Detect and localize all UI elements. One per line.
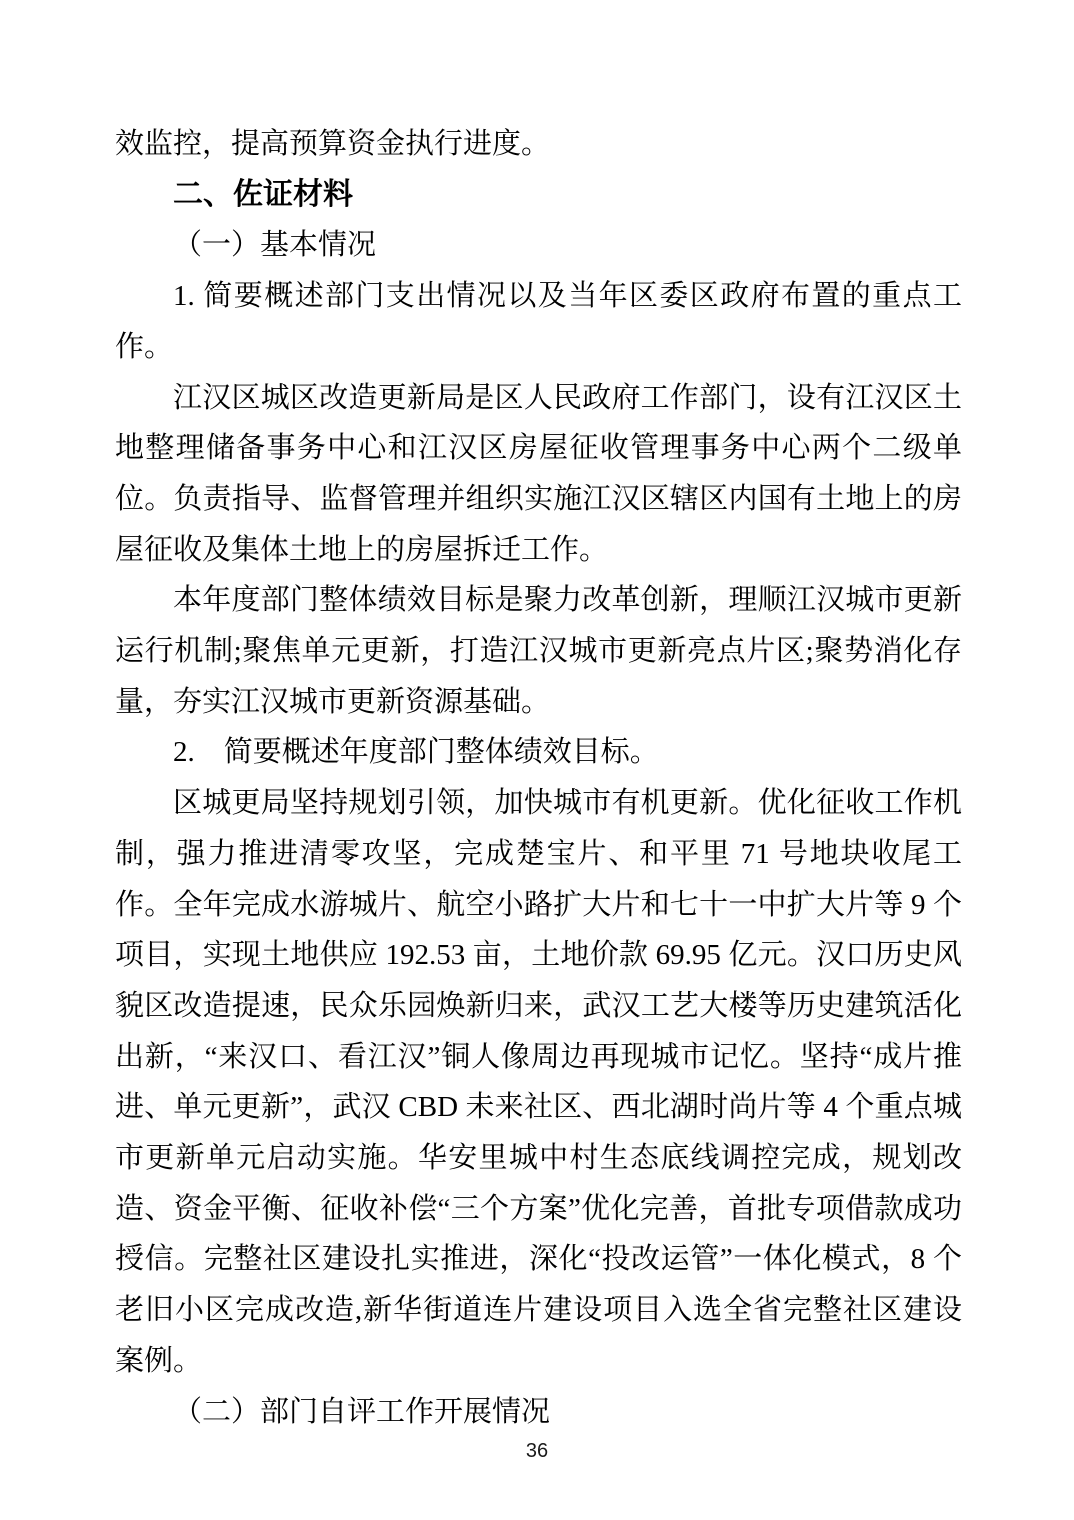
paragraph-department-overview: 江汉区城区改造更新局是区人民政府工作部门，设有江汉区土地整理储备事务中心和江汉区房屋征收管理事务中心两个二级单位。负责指导、监督管理并组织实施江汉区辖区内国有土地上的房屋征收及集体土地上的房屋拆迁工作。 — [115, 381, 962, 566]
paragraph-annual-performance-goals: 本年度部门整体绩效目标是聚力改革创新，理顺江汉城市更新运行机制;聚焦单元更新，打造江汉城市更新亮点片区;聚势消化存量，夯实江汉城市更新资源基础。 — [115, 584, 962, 718]
paragraph-achievements: 区城更局坚持规划引领，加快城市有机更新。优化征收工作机制，强力推进清零攻坚，完成楚宝片、和平里 71 号地块收尾工作。全年完成水游城片、航空小路扩大片和七十一中扩大片等 9 个项目，实现土地供应 192.53 亩，土地价款 69.95 亿元。汉口历史风貌区改造提速，民众乐园焕新归来，武汉工艺大楼等历史建筑活化出新，“来汉口、看江汉”铜人像周边再现城市记忆。坚持“成片推进、单元更新”，武汉 CBD 未来社区、西北湖时尚片等 4 个重点城市更新单元启动实施。华安里城中村生态底线调控完成，规划改造、资金平衡、征收补偿“三个方案”优化完善，首批专项借款成功授信。完整社区建设扎实推进，深化“投改运管”一体化模式，8 个老旧小区完成改造,新华街道连片建设项目入选全省完整社区建设案例。 — [115, 787, 962, 1377]
paragraph-continuation: 效监控，提高预算资金执行进度。 — [115, 128, 551, 160]
question-2: 2. 简要概述年度部门整体绩效目标。 — [173, 736, 659, 769]
page-number: 36 — [525, 1440, 549, 1462]
subsection-2-heading-self-evaluation: （二）部门自评工作开展情况 — [173, 1395, 551, 1428]
subsection-1-heading-basic-situation: （一）基本情况 — [173, 229, 377, 262]
question-1: 1. 简要概述部门支出情况以及当年区委区政府布置的重点工作。 — [115, 280, 962, 363]
document-text-block — [115, 119, 962, 1437]
section-heading-supporting-materials: 二、佐证材料 — [173, 177, 353, 211]
